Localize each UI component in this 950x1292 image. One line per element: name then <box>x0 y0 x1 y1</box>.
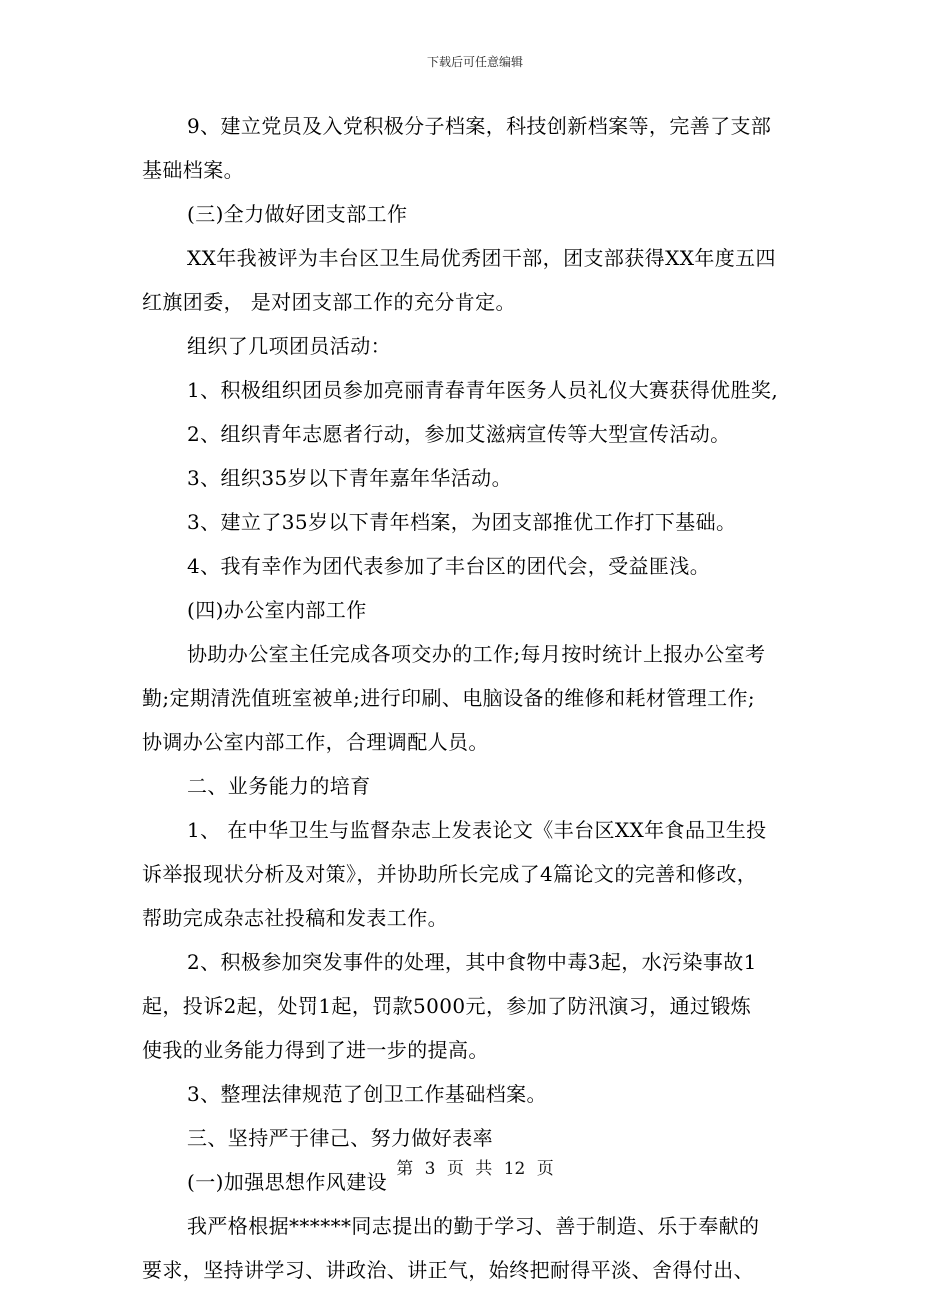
text-line: 1、 在中华卫生与监督杂志上发表论文《丰台区XX年食品卫生投 <box>187 818 767 842</box>
text-line: (一)加强思想作风建设 <box>187 1170 388 1194</box>
text-line: 3、建立了35岁以下青年档案，为团支部推优工作打下基础。 <box>187 510 737 534</box>
text-line: 起，投诉2起，处罚1起，罚款5000元，参加了防汛演习，通过锻炼 <box>142 994 752 1018</box>
text-line: 二、业务能力的培育 <box>187 774 371 798</box>
text-line: (三)全力做好团支部工作 <box>187 202 408 226</box>
text-line: 协调办公室内部工作，合理调配人员。 <box>142 730 489 754</box>
text-line: 三、坚持严于律己、努力做好表率 <box>187 1126 493 1150</box>
text-line: 我严格根据******同志提出的勤于学习、善于制造、乐于奉献的 <box>187 1214 760 1238</box>
text-line: 1、积极组织团员参加亮丽青春青年医务人员礼仪大赛获得优胜奖, <box>187 378 779 402</box>
text-line: 协助办公室主任完成各项交办的工作;每月按时统计上报办公室考 <box>187 642 766 666</box>
text-line: 4、我有幸作为团代表参加了丰台区的团代会，受益匪浅。 <box>187 554 711 578</box>
text-line: (四)办公室内部工作 <box>187 598 367 622</box>
page-header: 下载后可任意编辑 <box>426 55 523 69</box>
text-line: XX年我被评为丰台区卫生局优秀团干部，团支部获得XX年度五四 <box>187 246 776 270</box>
text-line: 2、积极参加突发事件的处理，其中食物中毒3起，水污染事故1 <box>187 950 757 974</box>
text-line: 要求，坚持讲学习、讲政治、讲正气，始终把耐得平淡、舍得付出、 <box>142 1258 754 1282</box>
text-line: 组织了几项团员活动： <box>187 334 391 358</box>
text-line: 红旗团委， 是对团支部工作的充分肯定。 <box>142 290 516 314</box>
text-line: 2、组织青年志愿者行动，参加艾滋病宣传等大型宣传活动。 <box>187 422 731 446</box>
document-body <box>142 104 806 1292</box>
text-line: 使我的业务能力得到了进一步的提高。 <box>142 1038 489 1062</box>
text-line: 勤;定期清洗值班室被单;进行印刷、电脑设备的维修和耗材管理工作; <box>142 686 756 710</box>
text-line: 9、建立党员及入党积极分子档案，科技创新档案等，完善了支部 <box>187 114 772 138</box>
page-footer: 第 3 页 共 12 页 <box>396 1159 554 1179</box>
text-line: 3、组织35岁以下青年嘉年华活动。 <box>187 466 512 490</box>
text-line: 诉举报现状分析及对策》，并协助所长完成了4篇论文的完善和修改， <box>142 862 758 886</box>
text-line: 基础档案。 <box>142 158 244 182</box>
text-line: 帮助完成杂志社投稿和发表工作。 <box>142 906 448 930</box>
text-line: 3、整理法律规范了创卫工作基础档案。 <box>187 1082 547 1106</box>
